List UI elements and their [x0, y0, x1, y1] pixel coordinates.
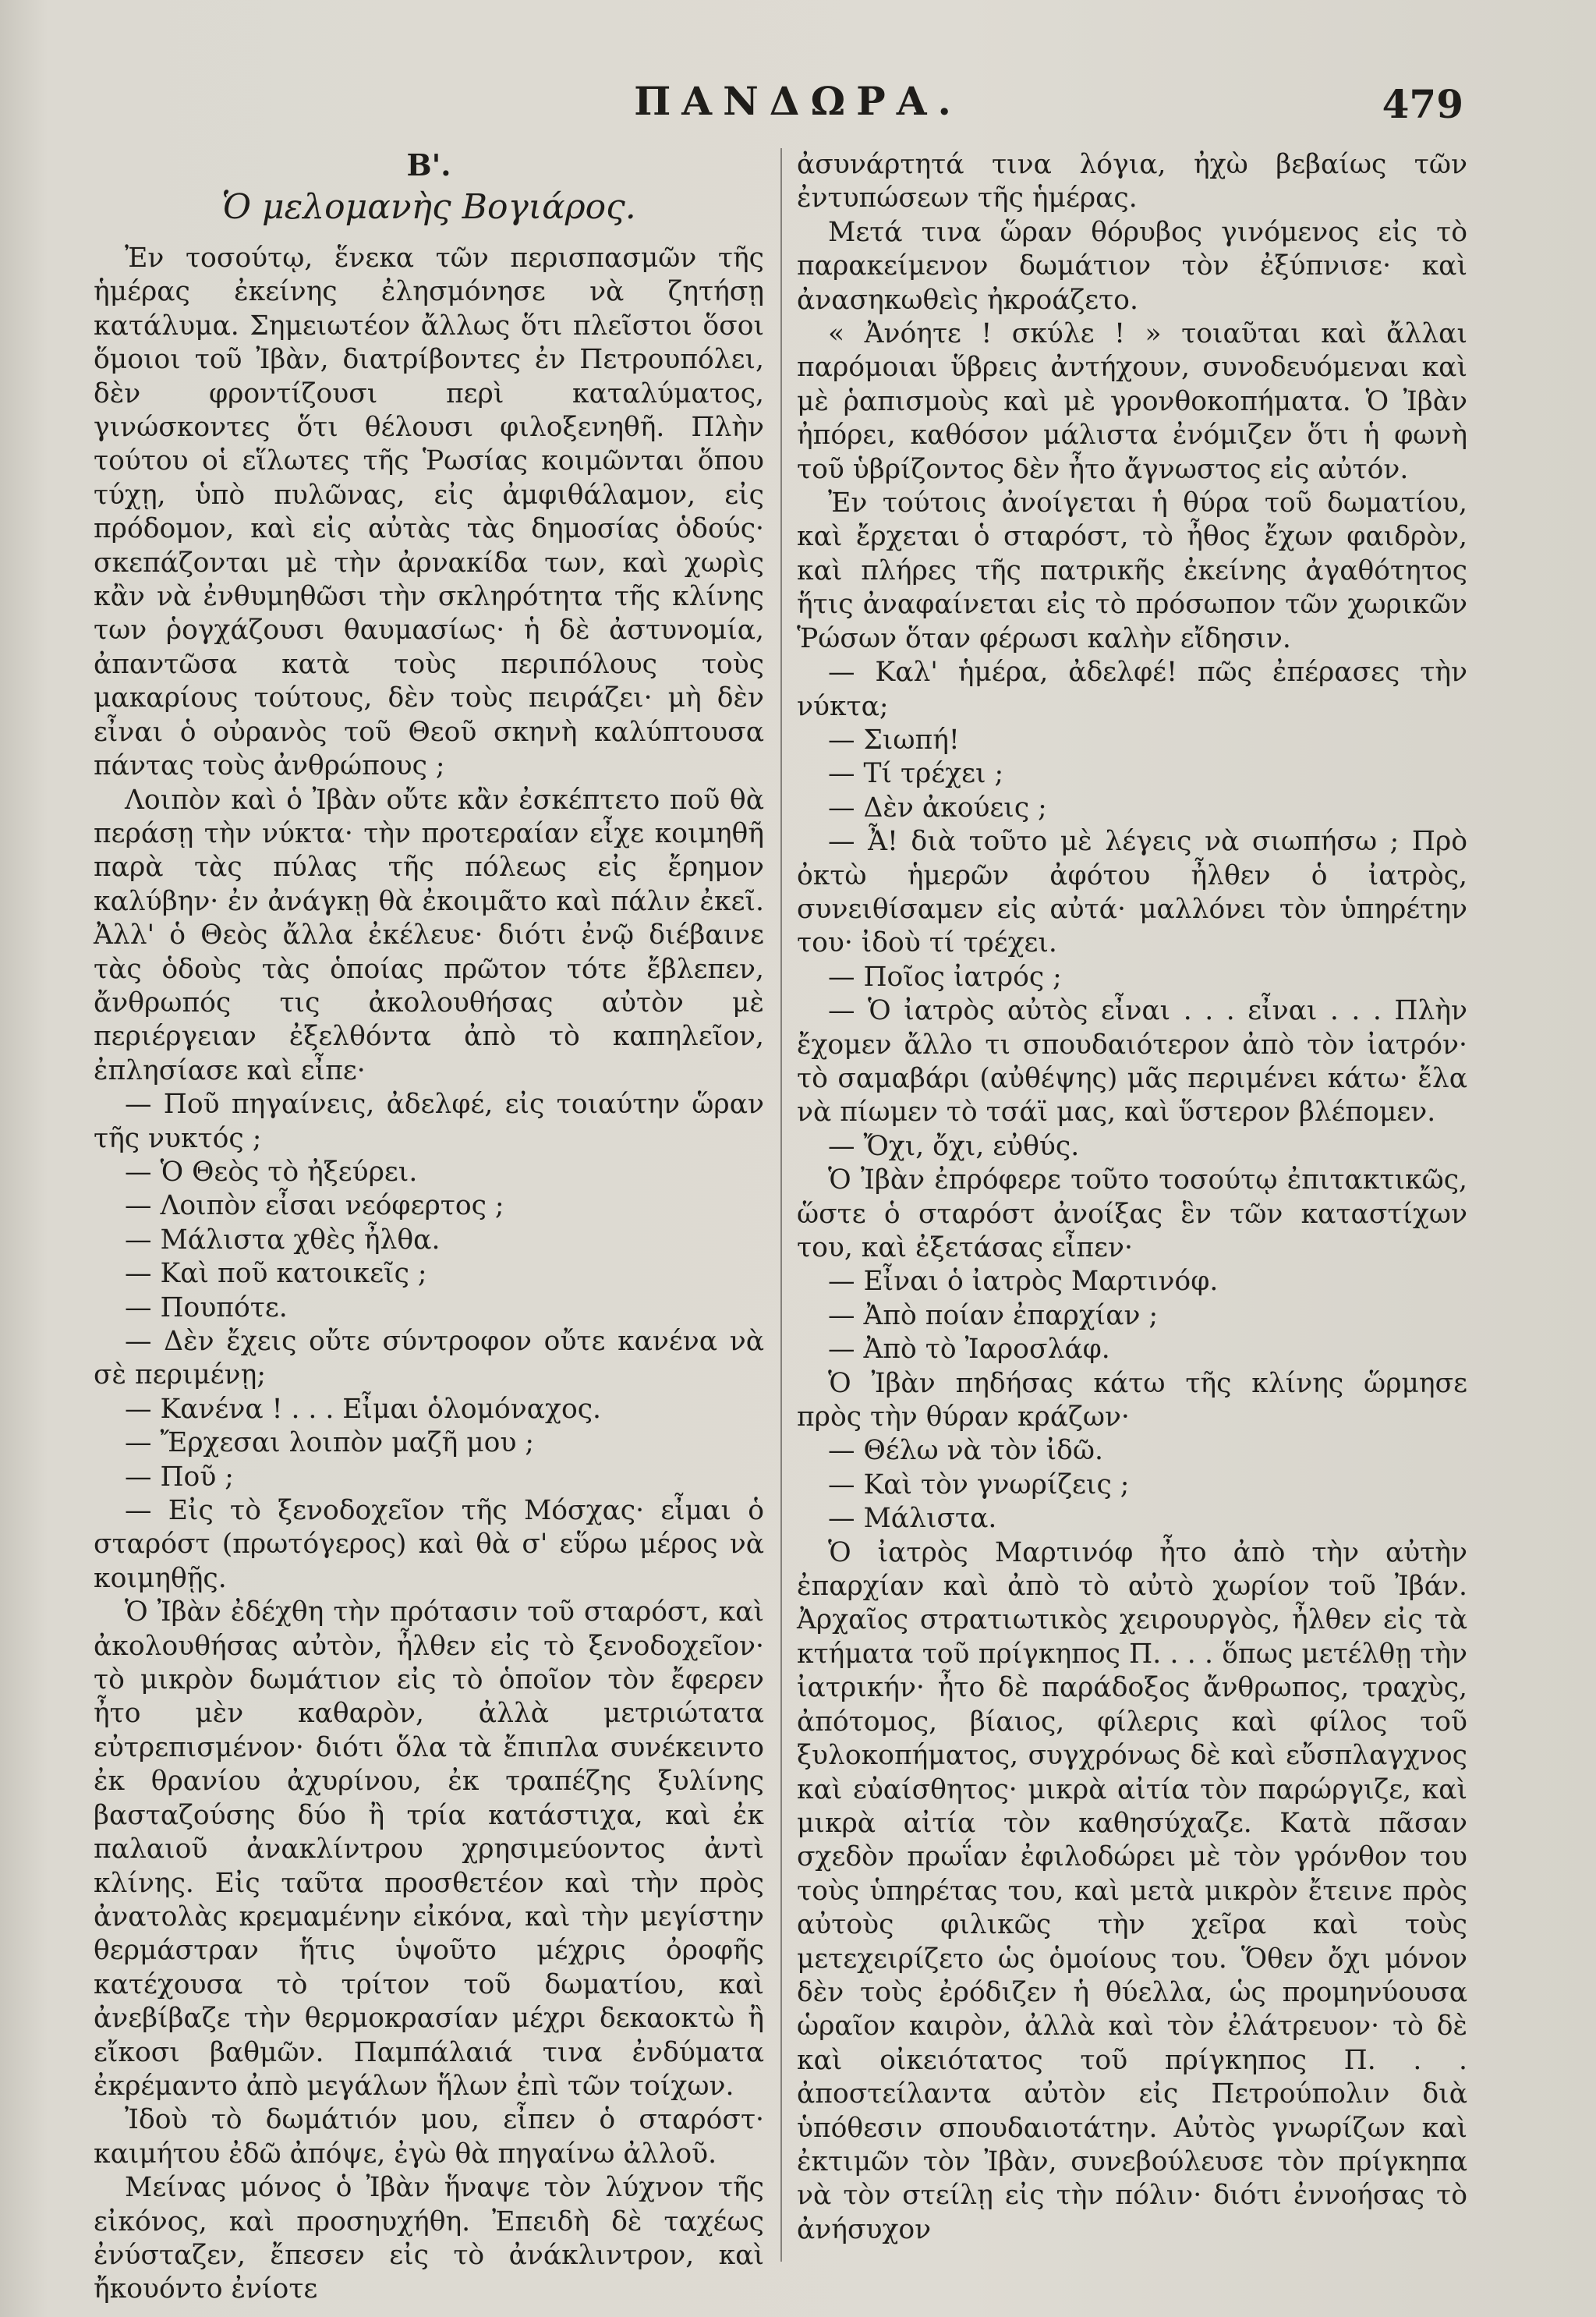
dialogue-line: — Λοιπὸν εἶσαι νεόφερτος ; — [125, 1190, 504, 1222]
dialogue-line: — Καὶ τὸν γνωρίζεις ; — [828, 1468, 1130, 1500]
dialogue-line: — Καλ' ἡμέρα, ἀδελφέ! πῶς ἐπέρασες τὴν νύκτα; — [797, 657, 1467, 722]
dialogue-line: — Μάλιστα. — [828, 1503, 997, 1535]
page-number: 479 — [1382, 81, 1463, 127]
dialogue-line: — Ἀπὸ ποίαν ἐπαρχίαν ; — [828, 1299, 1159, 1331]
dialogue-line: — Δὲν ἔχεις οὔτε σύντροφον οὔτε κανένα νὰ σὲ περιμένῃ; — [94, 1326, 764, 1391]
right-column — [797, 148, 1467, 2269]
paragraph: Ὁ Ἰβὰν πηδήσας κάτω τῆς κλίνης ὥρμησε πρὸς τὴν θύραν κράζων· — [797, 1367, 1467, 1433]
paragraph: Λοιπὸν καὶ ὁ Ἰβὰν οὔτε κἂν ἐσκέπτετο ποῦ θὰ περάσῃ τὴν νύκτα· τὴν προτεραίαν εἶχε κοιμηθῆ παρὰ τὰς πύλας τῆς πόλεως εἰς ἔρημον καλύβην· ἐν ἀνάγκῃ θὰ ἐκοιμᾶτο καὶ πάλιν ἐκεῖ. Ἀλλ' ὁ Θεὸς ἄλλα ἐκέλευε· διότι ἐνῷ διέβαινε τὰς ὁδοὺς τὰς ὁποίας πρῶτον τότε ἔβλεπεν, ἄνθρωπός τις ἀκολουθήσας αὐτὸν μὲ περιέργειαν ἐξελθόντα ἀπὸ τὸ καπηλεῖον, ἐπλησίασε καὶ εἶπε· — [94, 784, 764, 1086]
paragraph: Μείνας μόνος ὁ Ἰβὰν ἥναψε τὸν λύχνον τῆς εἰκόνος, καὶ προσηυχήθη. Ἐπειδὴ δὲ ταχέως ἐνύσταζεν, ἔπεσεν εἰς τὸ ἀνάκλιντρον, καὶ ἤκουόντο ἐνίοτε — [94, 2172, 764, 2305]
dialogue-line: — Ὁ ἰατρὸς αὐτὸς εἶναι . . . εἶναι . . . Πλὴν ἔχομεν ἄλλο τι σπουδαιότερον ἀπὸ τὸν ἰατρόν· τὸ σαμαβάρι (αὐθέψης) μᾶς περιμένει κάτω· ἔλα νὰ πίωμεν τὸ τσάϊ μας, καὶ ὕστερον βλέπομεν. — [797, 995, 1467, 1128]
dialogue-line: — Ὁ Θεὸς τὸ ἠξεύρει. — [125, 1156, 418, 1188]
section-heading: Β'. — [406, 147, 451, 182]
running-head — [0, 78, 1596, 140]
dialogue-line: — Δὲν ἀκούεις ; — [828, 792, 1047, 824]
dialogue-line: — Πουπότε. — [125, 1291, 288, 1323]
dialogue-line: — Ἆ! διὰ τοῦτο μὲ λέγεις νὰ σιωπήσω ; Πρὸ ὀκτὼ ἡμερῶν ἀφότου ἦλθεν ὁ ἰατρὸς, συνειθίσαμεν εἰς αὐτά· μαλλόνει τὸν ὑπηρέτην του· ἰδοὺ τί τρέχει. — [797, 826, 1467, 959]
paragraph: Ἐν τοσούτῳ, ἕνεκα τῶν περισπασμῶν τῆς ἡμέρας ἐκείνης ἐλησμόνησε νὰ ζητήσῃ κατάλυμα. Σημειωτέον ἄλλως ὅτι πλεῖστοι ὅσοι ὅμοιοι τοῦ Ἰβὰν, διατρίβοντες ἐν Πετρουπόλει, δὲν φροντίζουσι περὶ καταλύματος, γινώσκοντες ὅτι θέλουσι φιλοξενηθῆ. Πλὴν τούτου οἱ εἵλωτες τῆς Ῥωσίας κοιμῶνται ὅπου τύχῃ, ὑπὸ πυλῶνας, εἰς ἀμφιθάλαμον, εἰς πρόδομον, καὶ εἰς αὐτὰς τὰς δημοσίας ὁδούς· σκεπάζονται μὲ τὴν ἀρνακίδα των, καὶ χωρὶς κἂν νὰ ἐνθυμηθῶσι τὴν σκληρότητα τῆς κλίνης των ῥογχάζουσι θαυμασίως· ἡ δὲ ἀστυνομία, ἀπαντῶσα κατὰ τοὺς περιπόλους τοὺς μακαρίους τούτους, δὲν τοὺς πειράζει· μὴ δὲν εἶναι ὁ οὐρανὸς τοῦ Θεοῦ σκηνὴ καλύπτουσα πάντας τοὺς ἀνθρώπους ; — [94, 243, 764, 782]
dialogue-line: — Ποῦ πηγαίνεις, ἀδελφέ, εἰς τοιαύτην ὥραν τῆς νυκτός ; — [94, 1089, 764, 1154]
paragraph: Ὁ Ἰβὰν ἐδέχθη τὴν πρότασιν τοῦ σταρόστ, καὶ ἀκολουθήσας αὐτὸν, ἦλθεν εἰς τὸ ξενοδοχεῖον· τὸ μικρὸν δωμάτιον εἰς τὸ ὁποῖον τὸν ἔφερεν ἦτο μὲν καθαρὸν, ἀλλὰ μετριώτατα εὐτρεπισμένον· διότι ὅλα τὰ ἔπιπλα συνέκειντο ἐκ θρανίου ἀχυρίνου, ἐκ τραπέζης ξυλίνης βασταζούσης δύο ἢ τρία κατάστιχα, καὶ ἐκ παλαιοῦ ἀνακλίντρου χρησιμεύοντος ἀντὶ κλίνης. Εἰς ταῦτα προσθετέον καὶ τὴν πρὸς ἀνατολὰς κρεμαμένην εἰκόνα, καὶ τὴν μεγίστην θερμάστραν ἥτις ὑψοῦτο μέχρις ὀροφῆς κατέχουσα τὸ τρίτον τοῦ δωματίου, καὶ ἀνεβίβαζε τὴν θερμοκρασίαν μέχρι δεκαοκτὼ ἢ εἴκοσι βαθμῶν. Παμπάλαιά τινα ἐνδύματα ἐκρέμαντο ἀπὸ μεγάλων ἥλων ἐπὶ τῶν τοίχων. — [94, 1596, 764, 2102]
column-divider — [780, 148, 782, 2262]
paragraph: Ὁ Ἰβὰν ἐπρόφερε τοῦτο τοσούτῳ ἐπιτακτικῶς, ὥστε ὁ σταρόστ ἀνοίξας ἓν τῶν καταστίχων του, καὶ ἐξετάσας εἶπεν· — [797, 1164, 1467, 1263]
dialogue-line: — Ποῦ ; — [125, 1461, 234, 1493]
left-column — [94, 147, 764, 2305]
paragraph: Ἐν τούτοις ἀνοίγεται ἡ θύρα τοῦ δωματίου, καὶ ἔρχεται ὁ σταρόστ, τὸ ἦθος ἔχων φαιδρὸν, καὶ πλήρες τῆς πατρικῆς ἐκείνης ἀγαθότητος ἥτις ἀναφαίνεται εἰς τὸ πρόσωπον τῶν χωρικῶν Ῥώσων ὅταν φέρωσι καλὴν εἴδησιν. — [797, 487, 1467, 654]
dialogue-line: — Ἀπὸ τὸ Ἰαροσλάφ. — [828, 1334, 1110, 1366]
dialogue-line: — Ὄχι, ὄχι, εὐθύς. — [828, 1130, 1080, 1162]
paragraph: Μετά τινα ὥραν θόρυβος γινόμενος εἰς τὸ παρακείμενον δωμάτιον τὸν ἐξύπνισε· καὶ ἀνασηκωθεὶς ἠκροάζετο. — [797, 216, 1467, 316]
dialogue-line: — Εἶναι ὁ ἰατρὸς Μαρτινόφ. — [828, 1266, 1219, 1298]
dialogue-line: — Καὶ ποῦ κατοικεῖς ; — [125, 1258, 427, 1290]
running-title: ΠΑΝΔΩΡΑ. — [634, 78, 962, 124]
paragraph: Ὁ ἰατρὸς Μαρτινόφ ἦτο ἀπὸ τὴν αὐτὴν ἐπαρχίαν καὶ ἀπὸ τὸ αὐτὸ χωρίον τοῦ Ἰβάν. Ἀρχαῖος στρατιωτικὸς χειρουργὸς, ἦλθεν εἰς τὰ κτήματα τοῦ πρίγκηπος Π. . . . ὅπως μετέλθῃ τὴν ἰατρικήν· ἦτο δὲ παράδοξος ἄνθρωπος, τραχὺς, ἀπότομος, βίαιος, φίλερις καὶ φίλος τοῦ ξυλοκοπήματος, συγχρόνως δὲ καὶ εὔσπλαγχνος καὶ εὐαίσθητος· μικρὰ αἰτία τὸν παρώργιζε, καὶ μικρὰ αἰτία τὸν καθησύχαζε. Κατὰ πᾶσαν σχεδὸν πρωΐαν ἐφιλοδώρει μὲ τὸν γρόνθον του τοὺς ὑπηρέτας του, καὶ μετὰ μικρὸν ἔτεινε πρὸς αὐτοὺς φιλικῶς τὴν χεῖρα καὶ τοὺς μετεχειρίζετο ὡς ὁμοίους του. Ὅθεν ὄχι μόνον δὲν τοὺς ἐρόδιζεν ἡ θύελλα, ὡς προμηνύουσα ὡραῖον καιρὸν, ἀλλὰ καὶ τὸν ἐλάτρευον· τὸ δὲ καὶ οἰκειότατος τοῦ πρίγκηπος Π. . . ἀποστείλαντα αὐτὸν εἰς Πετρούπολιν διὰ ὑπόθεσιν σπουδαιοτάτην. Αὐτὸς γνωρίζων καὶ ἐκτιμῶν τὸν Ἰβὰν, συνεβούλευσε τὸν πρίγκηπα νὰ τὸν στείλῃ εἰς τὴν πόλιν· διότι ἐννοήσας τὸ ἀνήσυχον — [797, 1536, 1467, 2245]
dialogue-line: — Εἰς τὸ ξενοδοχεῖον τῆς Μόσχας· εἶμαι ὁ σταρόστ (πρωτόγερος) καὶ θὰ σ' εὕρω μέρος νὰ κοιμηθῇς. — [94, 1495, 764, 1594]
dialogue-line: — Ἔρχεσαι λοιπὸν μαζῆ μου ; — [125, 1427, 535, 1459]
paragraph: Ἰδοὺ τὸ δωμάτιόν μου, εἶπεν ὁ σταρόστ· καιμήτου ἐδῶ ἀπόψε, ἐγὼ θὰ πηγαίνω ἀλλοῦ. — [94, 2104, 764, 2170]
paragraph: ἀσυνάρτητά τινα λόγια, ἠχὼ βεβαίως τῶν ἐντυπώσεων τῆς ἡμέρας. — [797, 149, 1467, 214]
dialogue-line: — Ποῖος ἰατρός ; — [828, 961, 1062, 993]
dialogue-line: — Θέλω νὰ τὸν ἰδῶ. — [828, 1435, 1104, 1467]
chapter-title: Ὁ μελομανὴς Βογιάρος. — [221, 187, 636, 227]
dialogue-line: — Μάλιστα χθὲς ἦλθα. — [125, 1224, 441, 1256]
dialogue-line: — Κανένα ! . . . Εἶμαι ὁλομόναχος. — [125, 1393, 602, 1425]
dialogue-line: — Σιωπή! — [828, 724, 960, 756]
paragraph: « Ἀνόητε ! σκύλε ! » τοιαῦται καὶ ἄλλαι παρόμοιαι ὕβρεις ἀντήχουν, συνοδευόμεναι καὶ μὲ ῥαπισμοὺς καὶ μὲ γρονθοκοπήματα. Ὁ Ἰβὰν ἠπόρει, καθόσον μάλιστα ἐνόμιζεν ὅτι ἡ φωνὴ τοῦ ὑβρίζοντος δὲν ἦτο ἄγνωστος εἰς αὐτόν. — [797, 318, 1467, 485]
dialogue-line: — Τί τρέχει ; — [828, 758, 1004, 790]
